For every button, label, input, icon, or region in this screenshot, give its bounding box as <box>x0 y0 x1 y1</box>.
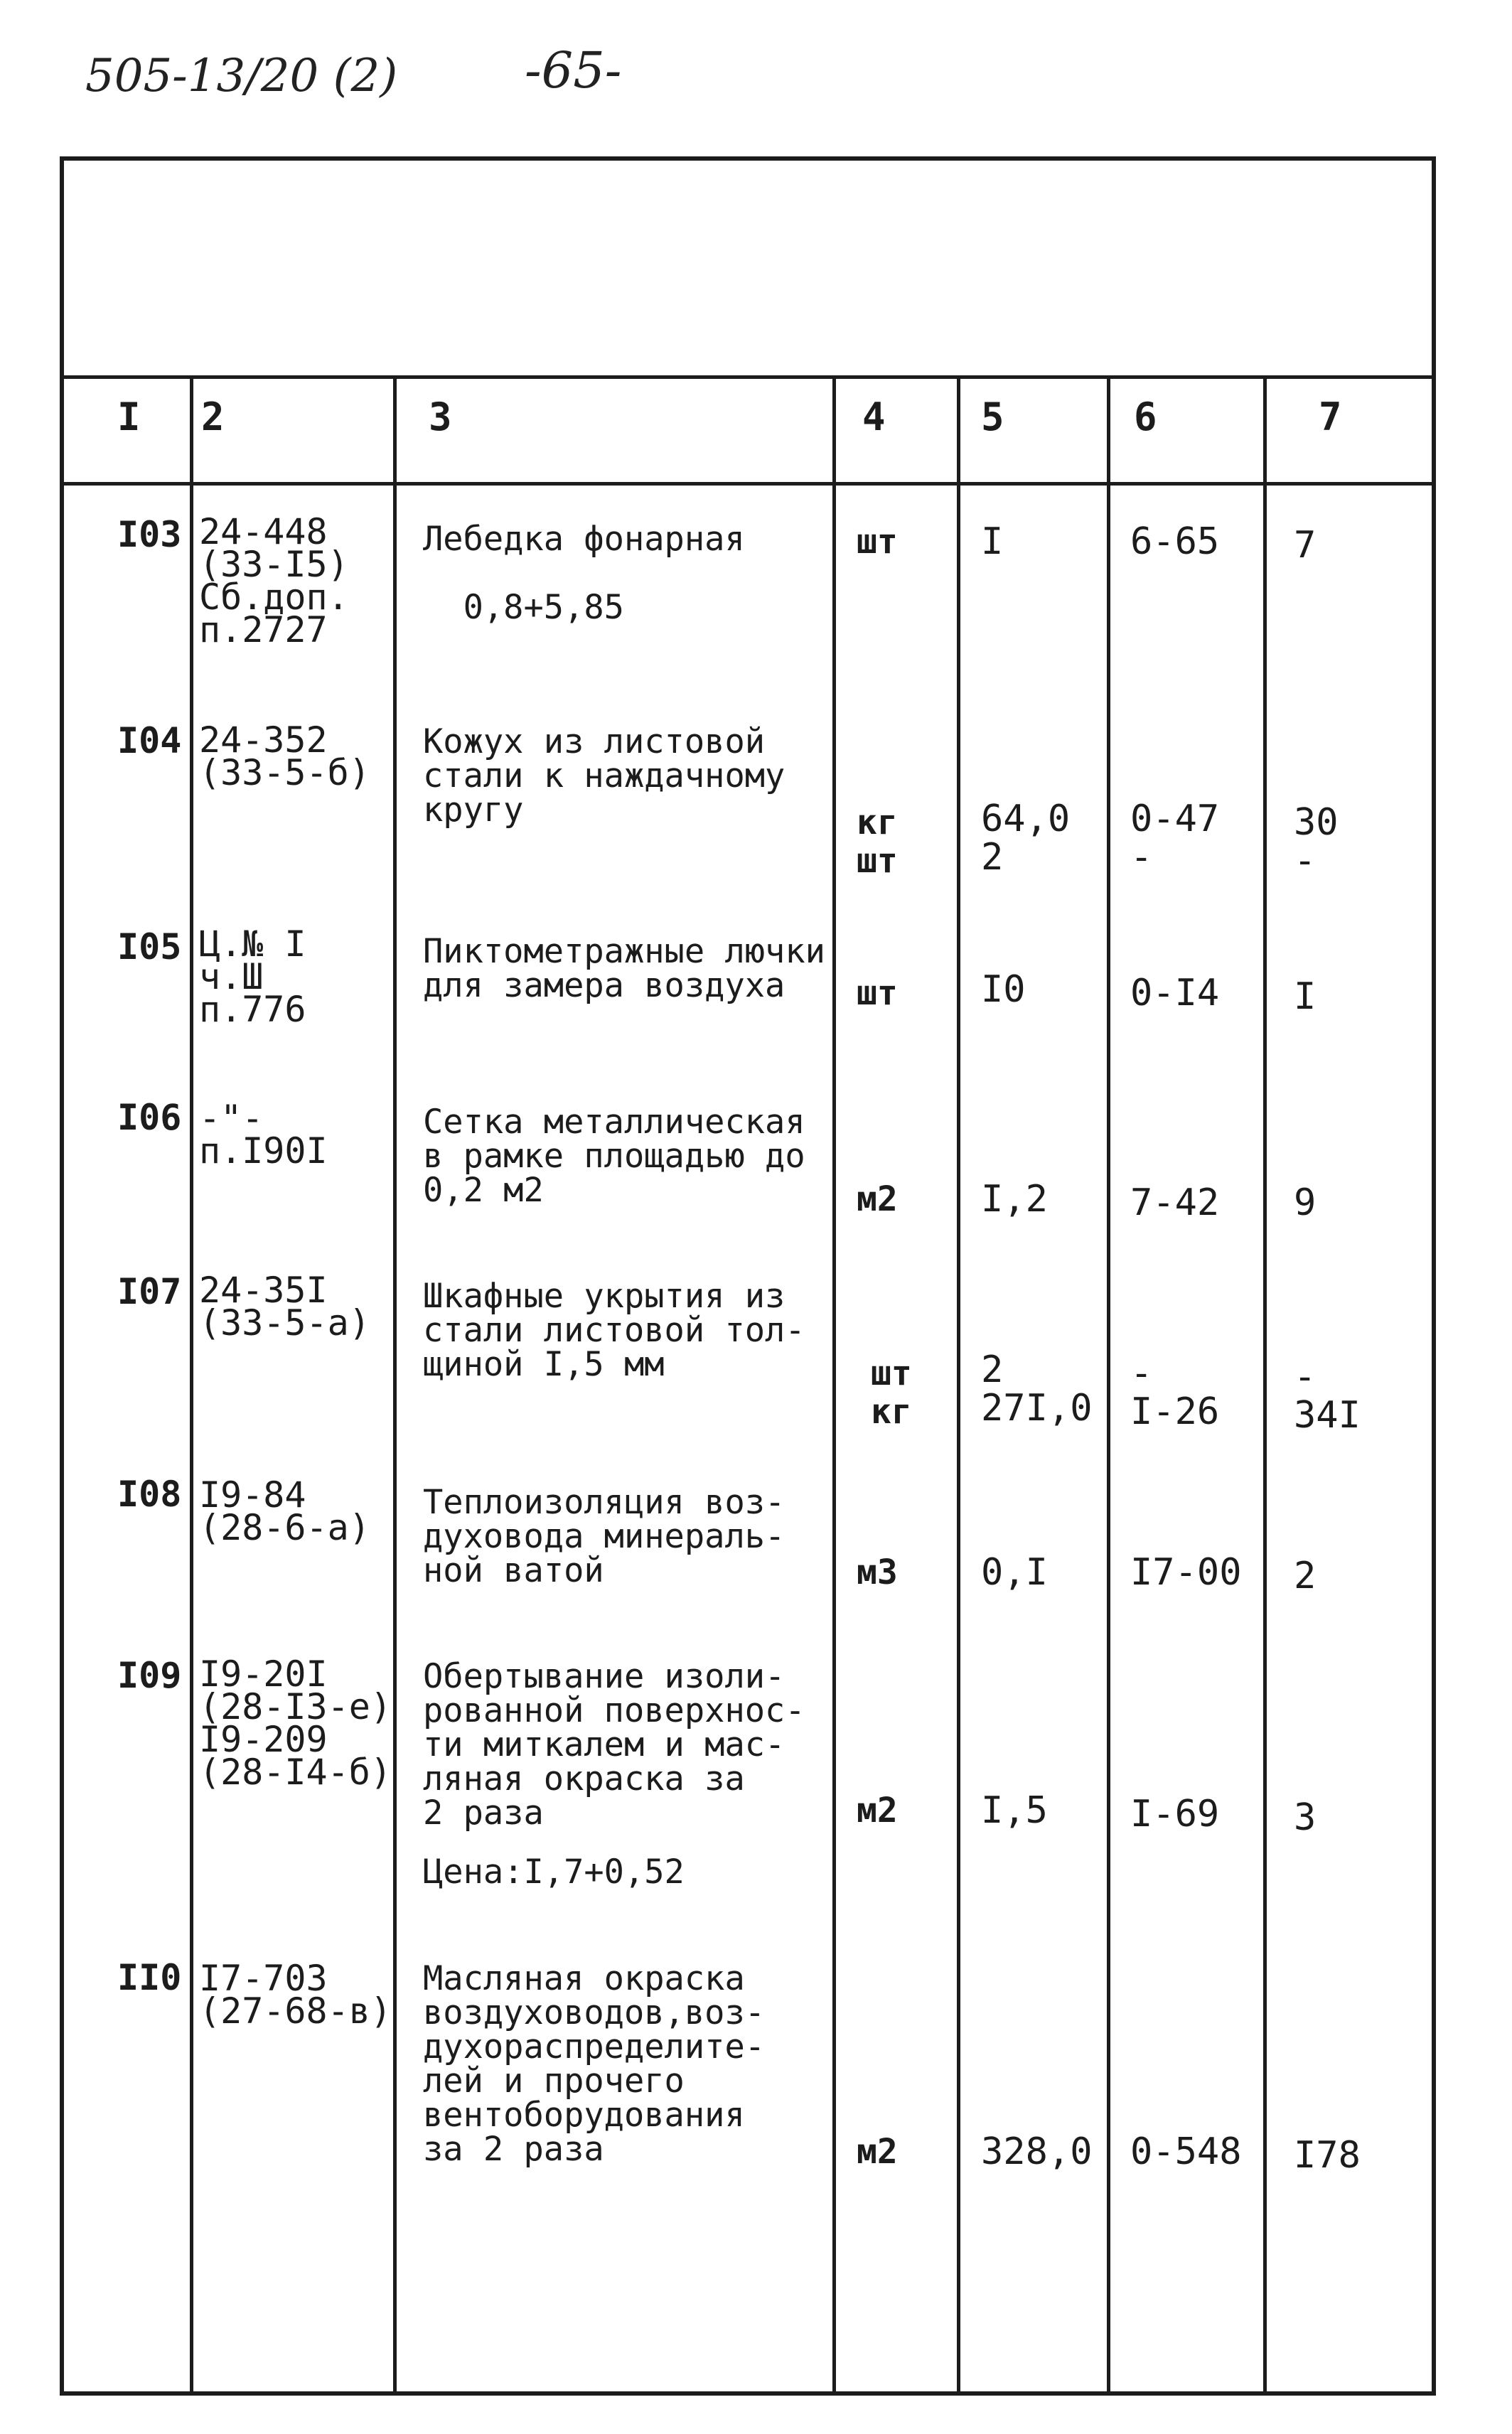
row-107-code: 24-35I (33-5-а) <box>199 1270 370 1344</box>
row-107-unit: шт кг <box>871 1353 912 1432</box>
row-108-unit: м3 <box>857 1553 898 1592</box>
row-104-num: I04 <box>117 720 182 761</box>
row-103-qty: I <box>981 520 1004 563</box>
row-106-unit: м2 <box>857 1179 898 1219</box>
row-109-total: 3 <box>1294 1796 1317 1839</box>
row-108-qty: 0,I <box>981 1551 1048 1594</box>
row-105-num: I05 <box>117 926 182 967</box>
row-106-total: 9 <box>1294 1181 1317 1224</box>
col-divider-6 <box>1263 375 1267 2396</box>
row-104-desc: Кожух из листовой стали к наждачному кругу <box>423 722 786 830</box>
row-106-desc: Сетка металлическая в рамке площадью до 0,2 м2 <box>423 1103 805 1210</box>
header-col-2: 2 <box>201 395 225 439</box>
row-109-code: I9-20I (28-I3-е) I9-209 (28-I4-б) <box>199 1653 392 1793</box>
row-103-total: 7 <box>1294 524 1317 567</box>
row-106-qty: I,2 <box>981 1178 1048 1221</box>
row-106-num: I06 <box>117 1097 182 1138</box>
col-divider-2 <box>393 375 397 2396</box>
row-107-desc: Шкафные укрытия из стали листовой тол- щиной I,5 мм <box>423 1277 805 1384</box>
row-110-total: I78 <box>1294 2134 1361 2177</box>
header-col-1: I <box>117 395 141 439</box>
row-103-unit: шт <box>857 522 898 562</box>
row-110-num: II0 <box>117 1957 182 1998</box>
row-108-desc: Теплоизоляция воз- духовода минераль- ной ватой <box>423 1483 786 1590</box>
row-108-price: I7-00 <box>1130 1551 1242 1594</box>
row-109-price: I-69 <box>1130 1793 1220 1835</box>
row-110-desc: Масляная окраска воздуховодов,воз- духораспределите- лей и прочего вентоборудования за 2 раза <box>423 1959 766 2169</box>
col-divider-1 <box>190 375 193 2396</box>
row-109-qty: I,5 <box>981 1789 1048 1832</box>
row-108-total: 2 <box>1294 1555 1317 1597</box>
page-number: -65- <box>525 41 622 100</box>
header-col-5: 5 <box>981 395 1004 439</box>
header-top-rule <box>60 375 1436 379</box>
row-105-price: 0-I4 <box>1130 972 1220 1014</box>
row-108-code: I9-84 (28-6-а) <box>199 1474 370 1548</box>
row-105-code: Ц.№ I ч.Ш п.776 <box>199 923 306 1030</box>
row-105-qty: I0 <box>981 968 1026 1011</box>
col-divider-3 <box>832 375 836 2396</box>
row-103-price: 6-65 <box>1130 520 1220 563</box>
header-bottom-rule <box>60 482 1436 486</box>
row-109-desc: Обертывание изоли- рованной поверхнос- ти миткалем и мас- ляная окраска за 2 раза <box>423 1657 805 1833</box>
document-code: 505-13/20 (2) <box>85 50 398 102</box>
row-110-code: I7-703 (27-68-в) <box>199 1958 392 2032</box>
row-110-unit: м2 <box>857 2132 898 2172</box>
row-109-unit: м2 <box>857 1791 898 1830</box>
row-104-qty: 64,0 2 <box>981 798 1071 879</box>
row-109-price-note: Цена:I,7+0,52 <box>423 1853 685 1892</box>
row-105-total: I <box>1294 975 1317 1018</box>
header-col-4: 4 <box>862 395 886 439</box>
row-106-price: 7-42 <box>1130 1181 1220 1224</box>
row-104-total: 30 - <box>1294 801 1339 882</box>
row-106-code: -"- п.I90I <box>199 1098 328 1172</box>
header-col-3: 3 <box>429 395 452 439</box>
row-110-price: 0-548 <box>1130 2130 1242 2173</box>
row-104-unit: кг шт <box>857 803 898 881</box>
col-divider-5 <box>1107 375 1110 2396</box>
row-104-code: 24-352 (33-5-б) <box>199 719 370 793</box>
row-103-code: 24-448 (33-I5) Сб.доп. п.2727 <box>199 511 349 650</box>
row-107-num: I07 <box>117 1271 182 1312</box>
row-105-desc: Пиктометражные лючки для замера воздуха <box>423 932 825 1005</box>
header-col-6: 6 <box>1134 395 1157 439</box>
header-col-7: 7 <box>1319 395 1342 439</box>
row-110-qty: 328,0 <box>981 2130 1093 2173</box>
row-107-total: - 34I <box>1294 1356 1361 1437</box>
row-108-num: I08 <box>117 1474 182 1515</box>
row-105-unit: шт <box>857 973 898 1013</box>
row-107-price: - I-26 <box>1130 1352 1220 1433</box>
row-109-num: I09 <box>117 1655 182 1696</box>
row-103-num: I03 <box>117 514 182 555</box>
row-107-qty: 2 27I,0 <box>981 1349 1093 1430</box>
row-103-desc: Лебедка фонарная 0,8+5,85 <box>423 520 745 627</box>
col-divider-4 <box>957 375 960 2396</box>
row-104-price: 0-47 - <box>1130 798 1220 879</box>
